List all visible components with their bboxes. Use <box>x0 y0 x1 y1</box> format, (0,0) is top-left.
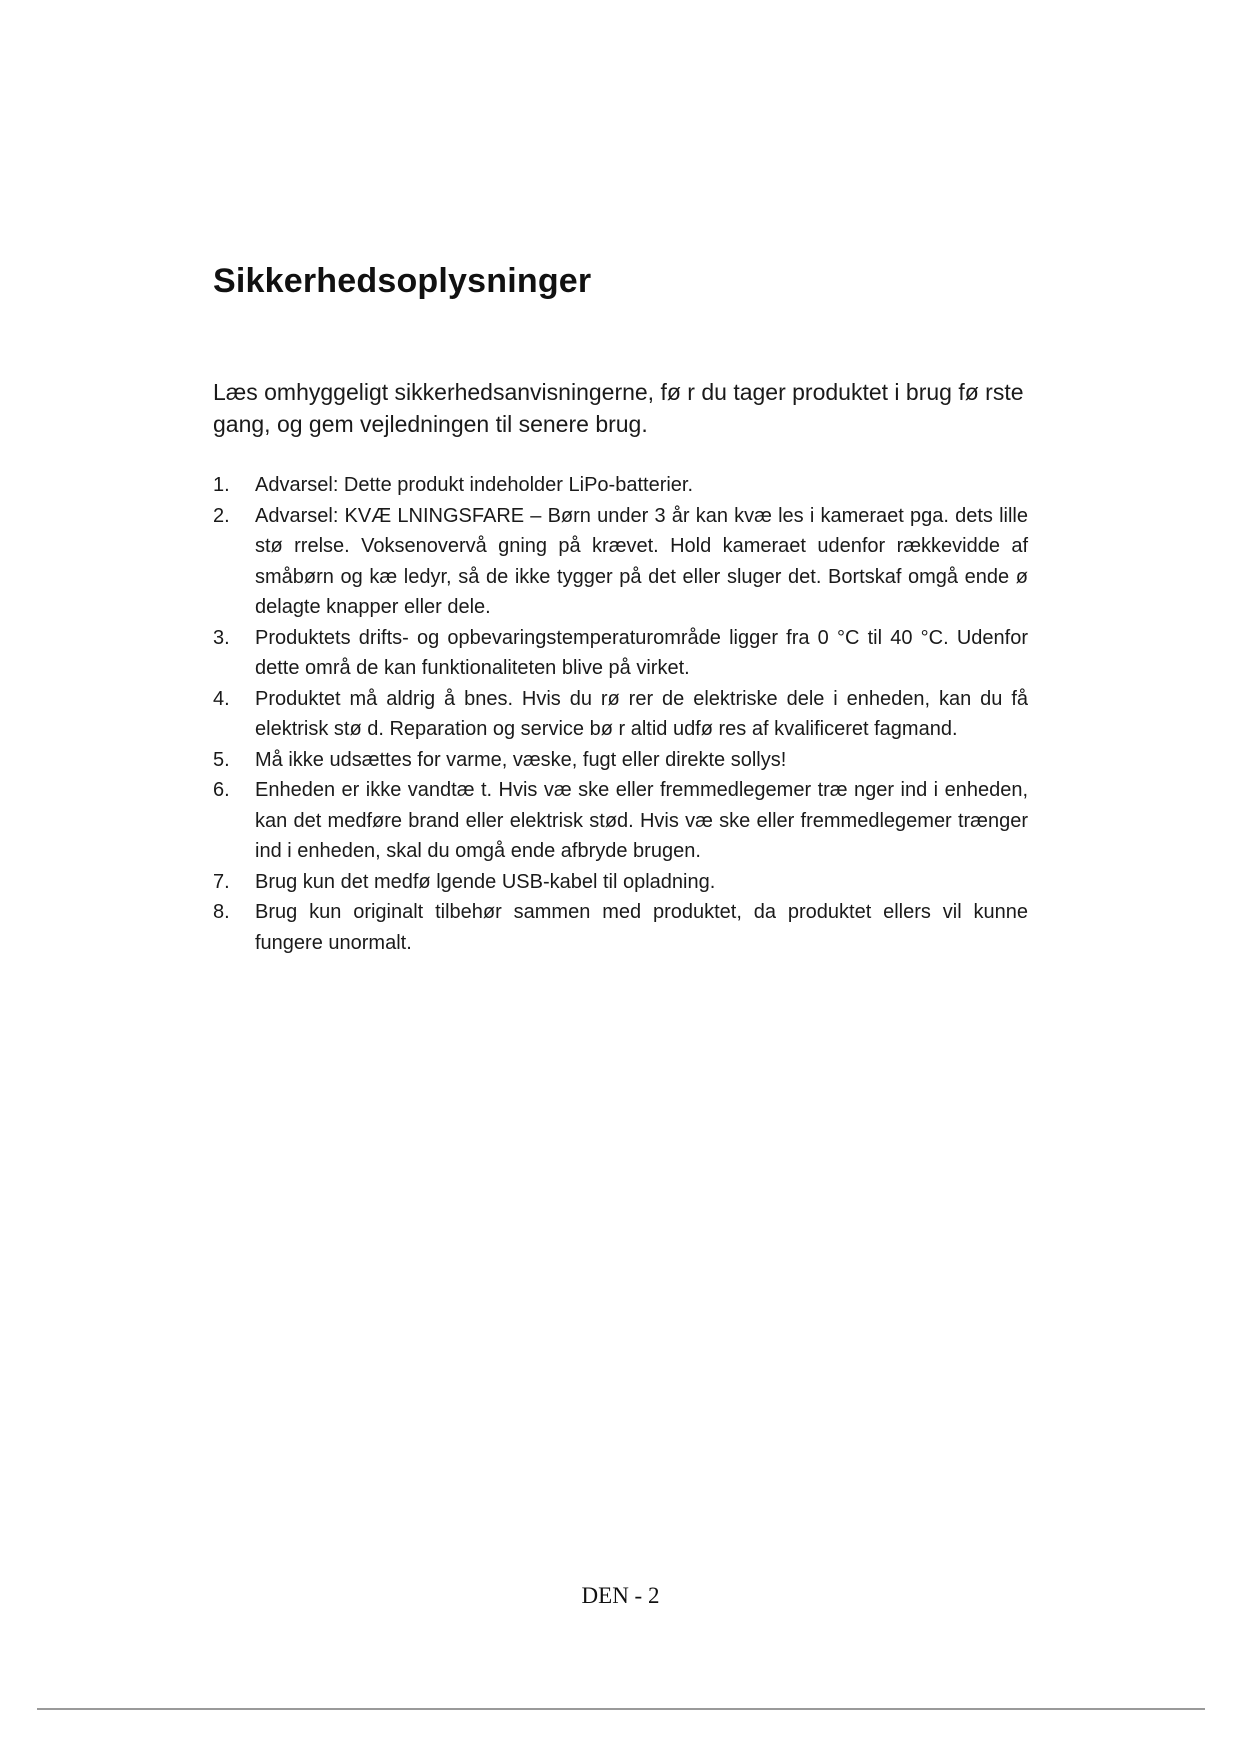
list-item-text: Produktet må aldrig å bnes. Hvis du rø rer de elektriske dele i enheden, kan du få elektrisk stø d. Reparation og service bø r altid udfø res af kvalificeret fagmand. <box>255 687 1028 740</box>
list-item-text: Enheden er ikke vandtæ t. Hvis væ ske eller fremmedlegemer træ nger ind i enheden, kan det medføre brand eller elektrisk stød. Hvis væ ske eller fremmedlegemer trænger ind i enheden, skal du omgå ende afbryde brugen. <box>255 779 1028 862</box>
footer-divider <box>37 1708 1205 1710</box>
list-item-text: Produktets drifts- og opbevaringstemperaturområde ligger fra 0 °C til 40 °C. Udenfor dette områ de kan funktionaliteten blive på virket. <box>255 626 1028 679</box>
list-item <box>213 623 1028 684</box>
list-item-text: Advarsel: Dette produkt indeholder LiPo-batterier. <box>255 474 694 496</box>
list-item-text: Brug kun originalt tilbehør sammen med produktet, da produktet ellers vil kunne fungere unormalt. <box>255 901 1028 954</box>
list-item <box>213 745 1028 776</box>
list-item <box>213 501 1028 623</box>
list-item-number: 1. <box>213 474 230 496</box>
list-item-number: 7. <box>213 870 230 893</box>
safety-instructions-list <box>213 470 1028 958</box>
list-item <box>213 897 1028 958</box>
list-item-text: Må ikke udsættes for varme, væske, fugt eller direkte sollys! <box>255 748 787 771</box>
list-item-text: Brug kun det medfø lgende USB-kabel til opladning. <box>255 870 716 893</box>
list-item-text: Advarsel: KVÆ LNINGSFARE – Børn under 3 år kan kvæ les i kameraet pga. dets lille stø rrelse. Voksenovervå gning på krævet. Hold kameraet udenfor rækkevidde af småbørn og kæ ledyr, så de ikke tygger på det eller sluger det. Bortskaf omgå ende ø delagte knapper eller dele. <box>255 504 1028 618</box>
page-title: Sikkerhedsoplysninger <box>213 262 592 300</box>
list-item-number: 5. <box>213 748 230 771</box>
list-item-number: 8. <box>213 901 230 923</box>
list-item <box>213 684 1028 745</box>
list-item-number: 6. <box>213 779 230 801</box>
list-item <box>213 867 1028 898</box>
list-item-number: 4. <box>213 687 230 710</box>
list-item <box>213 775 1028 867</box>
list-item-number: 3. <box>213 626 230 649</box>
list-item <box>213 470 1028 501</box>
intro-paragraph: Læs omhyggeligt sikkerhedsanvisningerne, fø r du tager produktet i brug fø rste gang, og gem vejledningen til senere brug. <box>213 379 1024 437</box>
list-item-number: 2. <box>213 504 230 527</box>
page-number: DEN - 2 <box>581 1583 660 1608</box>
